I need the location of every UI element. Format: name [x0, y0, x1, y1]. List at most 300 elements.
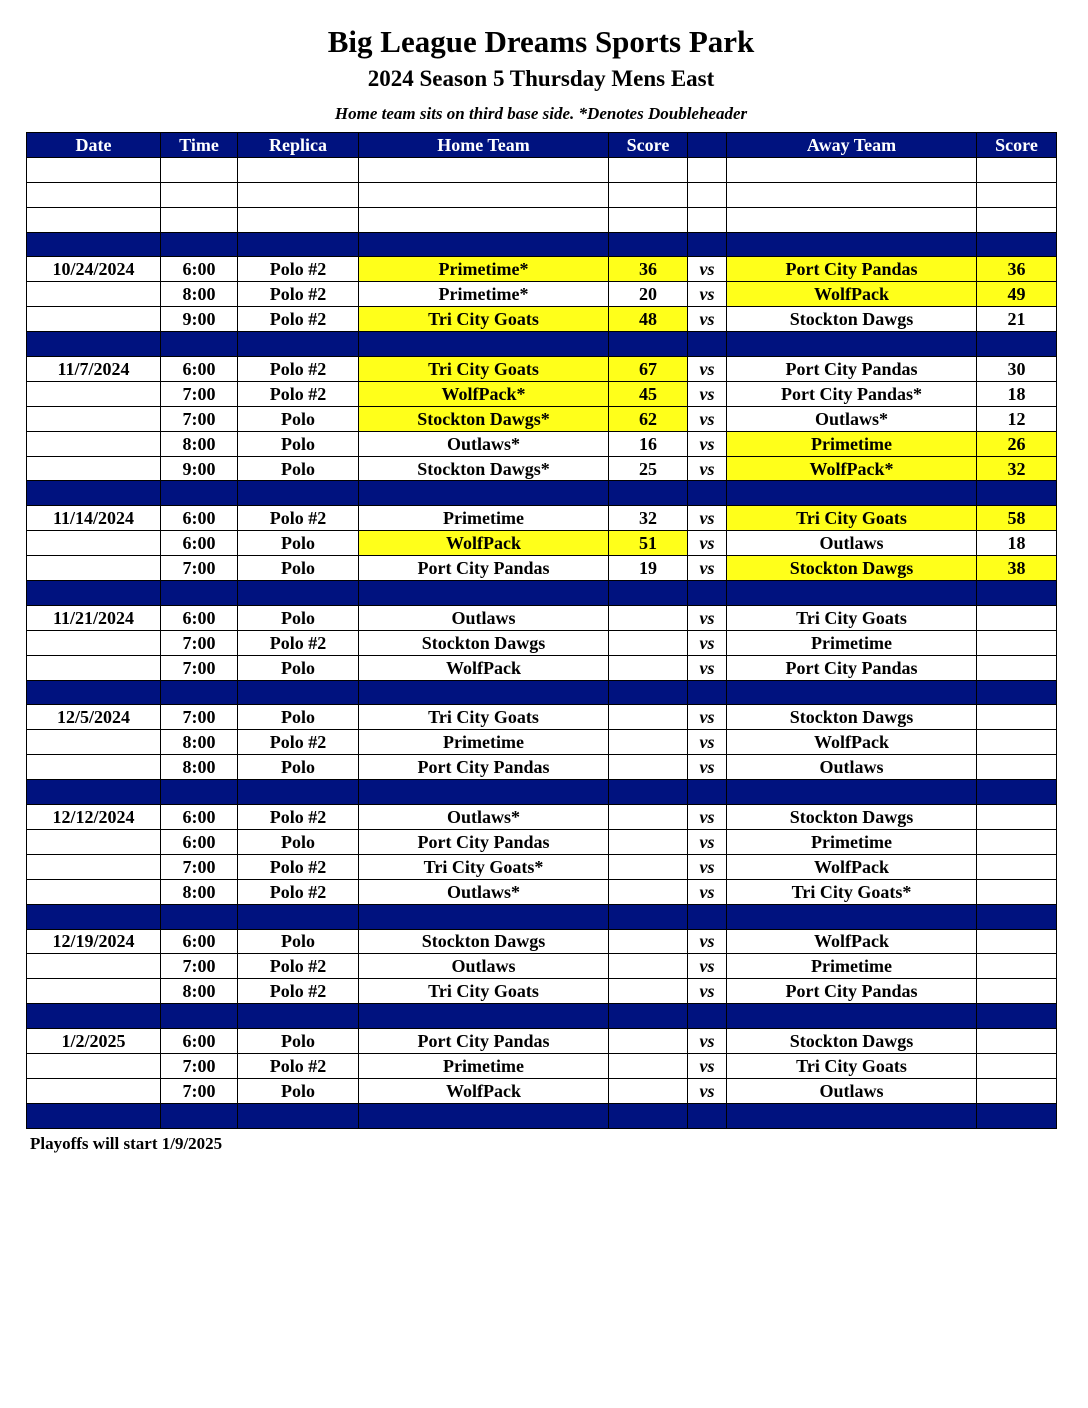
header-row [27, 133, 1057, 158]
col-header-replica: Replica [238, 133, 359, 158]
date-cell [27, 406, 161, 431]
home-score-cell [609, 879, 688, 904]
col-header-vs [688, 133, 727, 158]
time-cell: 9:00 [161, 307, 238, 332]
time-cell [161, 680, 238, 705]
away-score-cell [977, 755, 1057, 780]
time-cell: 6:00 [161, 605, 238, 630]
away-score-cell [977, 879, 1057, 904]
vs-cell: vs [688, 730, 727, 755]
away-score-cell: 21 [977, 307, 1057, 332]
away-team-cell: Port City Pandas [727, 357, 977, 382]
week-separator-row [27, 332, 1057, 357]
time-cell [161, 157, 238, 182]
time-cell: 7:00 [161, 556, 238, 581]
vs-cell: vs [688, 307, 727, 332]
replica-cell: Polo #2 [238, 730, 359, 755]
away-score-cell [977, 1078, 1057, 1103]
replica-cell [238, 157, 359, 182]
vs-cell [688, 1103, 727, 1128]
replica-cell: Polo [238, 755, 359, 780]
away-score-cell [977, 680, 1057, 705]
home-score-cell [609, 680, 688, 705]
replica-cell [238, 1004, 359, 1029]
away-team-cell: Stockton Dawgs [727, 805, 977, 830]
away-team-cell [727, 1103, 977, 1128]
away-team-cell: Port City Pandas [727, 257, 977, 282]
time-cell: 6:00 [161, 357, 238, 382]
away-team-cell: Stockton Dawgs [727, 307, 977, 332]
away-score-cell [977, 481, 1057, 506]
home-team-cell [359, 481, 609, 506]
home-score-cell [609, 630, 688, 655]
away-team-cell: Tri City Goats [727, 506, 977, 531]
time-cell [161, 207, 238, 232]
away-score-cell [977, 182, 1057, 207]
away-team-cell [727, 1004, 977, 1029]
replica-cell: Polo #2 [238, 879, 359, 904]
vs-cell: vs [688, 456, 727, 481]
away-team-cell [727, 680, 977, 705]
time-cell [161, 780, 238, 805]
home-team-cell: Tri City Goats* [359, 854, 609, 879]
home-team-cell: Port City Pandas [359, 1029, 609, 1054]
home-score-cell [609, 1029, 688, 1054]
home-team-cell: Stockton Dawgs [359, 630, 609, 655]
date-cell [27, 780, 161, 805]
time-cell: 8:00 [161, 879, 238, 904]
away-team-cell: Outlaws [727, 531, 977, 556]
away-score-cell: 49 [977, 282, 1057, 307]
playoffs-note: Playoffs will start 1/9/2025 [30, 1134, 223, 1153]
time-cell: 7:00 [161, 1053, 238, 1078]
date-cell: 12/5/2024 [27, 705, 161, 730]
replica-cell: Polo #2 [238, 630, 359, 655]
home-score-cell: 20 [609, 282, 688, 307]
vs-cell: vs [688, 531, 727, 556]
week-separator-row [27, 1004, 1057, 1029]
replica-cell: Polo #2 [238, 854, 359, 879]
home-team-cell [359, 182, 609, 207]
date-cell [27, 556, 161, 581]
replica-cell [238, 1103, 359, 1128]
replica-cell [238, 780, 359, 805]
away-team-cell: WolfPack [727, 929, 977, 954]
home-team-cell: Primetime* [359, 257, 609, 282]
away-score-cell: 32 [977, 456, 1057, 481]
away-score-cell [977, 979, 1057, 1004]
away-team-cell [727, 481, 977, 506]
vs-cell [688, 1004, 727, 1029]
home-team-cell: Stockton Dawgs* [359, 456, 609, 481]
game-row [27, 357, 1057, 382]
date-cell [27, 182, 161, 207]
away-team-cell: Outlaws* [727, 406, 977, 431]
away-team-cell: Primetime [727, 630, 977, 655]
vs-cell: vs [688, 605, 727, 630]
time-cell [161, 1103, 238, 1128]
game-row [27, 655, 1057, 680]
schedule-body [27, 157, 1057, 1128]
home-score-cell [609, 605, 688, 630]
date-cell [27, 481, 161, 506]
home-score-cell: 36 [609, 257, 688, 282]
col-header-away-team: Away Team [727, 133, 977, 158]
replica-cell: Polo #2 [238, 381, 359, 406]
home-score-cell [609, 207, 688, 232]
home-team-cell: Tri City Goats [359, 357, 609, 382]
away-score-cell [977, 954, 1057, 979]
away-team-cell: Port City Pandas [727, 979, 977, 1004]
vs-cell: vs [688, 1029, 727, 1054]
away-score-cell: 26 [977, 431, 1057, 456]
game-row [27, 282, 1057, 307]
week-separator-row [27, 481, 1057, 506]
replica-cell: Polo #2 [238, 357, 359, 382]
vs-cell [688, 680, 727, 705]
date-cell [27, 954, 161, 979]
home-team-cell: Outlaws* [359, 879, 609, 904]
vs-cell: vs [688, 805, 727, 830]
week-separator-row [27, 232, 1057, 257]
date-cell: 11/7/2024 [27, 357, 161, 382]
time-cell: 6:00 [161, 506, 238, 531]
away-team-cell: Primetime [727, 954, 977, 979]
away-team-cell: Primetime [727, 829, 977, 854]
home-team-cell: Outlaws* [359, 431, 609, 456]
date-cell [27, 879, 161, 904]
time-cell [161, 232, 238, 257]
home-score-cell: 25 [609, 456, 688, 481]
replica-cell [238, 207, 359, 232]
away-team-cell [727, 581, 977, 606]
time-cell [161, 332, 238, 357]
date-cell [27, 979, 161, 1004]
replica-cell: Polo [238, 605, 359, 630]
away-team-cell: Stockton Dawgs [727, 705, 977, 730]
date-cell [27, 531, 161, 556]
away-team-cell: Tri City Goats* [727, 879, 977, 904]
away-team-cell: Outlaws [727, 755, 977, 780]
away-team-cell [727, 332, 977, 357]
time-cell: 9:00 [161, 456, 238, 481]
vs-cell: vs [688, 705, 727, 730]
away-score-cell [977, 157, 1057, 182]
game-row [27, 755, 1057, 780]
home-team-cell [359, 157, 609, 182]
time-cell: 8:00 [161, 282, 238, 307]
vs-cell [688, 904, 727, 929]
replica-cell: Polo #2 [238, 506, 359, 531]
vs-cell [688, 481, 727, 506]
home-team-cell: Outlaws [359, 605, 609, 630]
home-team-cell: Tri City Goats [359, 705, 609, 730]
home-team-cell: WolfPack [359, 1078, 609, 1103]
home-score-cell [609, 979, 688, 1004]
vs-cell: vs [688, 1053, 727, 1078]
home-score-cell [609, 730, 688, 755]
vs-cell: vs [688, 406, 727, 431]
date-cell [27, 332, 161, 357]
date-cell [27, 431, 161, 456]
vs-cell: vs [688, 381, 727, 406]
home-score-cell: 67 [609, 357, 688, 382]
away-team-cell: Tri City Goats [727, 605, 977, 630]
col-header-date: Date [27, 133, 161, 158]
home-team-cell: Stockton Dawgs [359, 929, 609, 954]
away-team-cell: Outlaws [727, 1078, 977, 1103]
away-score-cell: 18 [977, 531, 1057, 556]
game-row [27, 979, 1057, 1004]
time-cell [161, 581, 238, 606]
blank-row [27, 157, 1057, 182]
away-score-cell [977, 332, 1057, 357]
game-row [27, 431, 1057, 456]
home-score-cell [609, 182, 688, 207]
replica-cell: Polo [238, 456, 359, 481]
date-cell: 10/24/2024 [27, 257, 161, 282]
replica-cell: Polo [238, 705, 359, 730]
home-score-cell: 32 [609, 506, 688, 531]
replica-cell [238, 680, 359, 705]
home-score-cell [609, 755, 688, 780]
time-cell: 6:00 [161, 805, 238, 830]
game-row [27, 406, 1057, 431]
game-row [27, 307, 1057, 332]
home-team-cell [359, 581, 609, 606]
home-team-cell: Tri City Goats [359, 307, 609, 332]
away-score-cell [977, 904, 1057, 929]
game-row [27, 929, 1057, 954]
game-row [27, 506, 1057, 531]
replica-cell: Polo [238, 929, 359, 954]
doubleheader-note: Home team sits on third base side. *Denotes Doubleheader [334, 104, 748, 123]
date-cell [27, 1053, 161, 1078]
home-score-cell [609, 780, 688, 805]
away-score-cell [977, 630, 1057, 655]
home-score-cell: 45 [609, 381, 688, 406]
page-title: Big League Dreams Sports Park [327, 24, 755, 59]
date-cell [27, 1103, 161, 1128]
away-team-cell [727, 904, 977, 929]
home-score-cell [609, 1078, 688, 1103]
home-score-cell [609, 829, 688, 854]
away-score-cell [977, 705, 1057, 730]
away-score-cell: 30 [977, 357, 1057, 382]
date-cell: 11/21/2024 [27, 605, 161, 630]
date-cell [27, 854, 161, 879]
vs-cell: vs [688, 282, 727, 307]
away-score-cell [977, 1004, 1057, 1029]
home-team-cell: WolfPack [359, 531, 609, 556]
date-cell [27, 1004, 161, 1029]
col-header-home-score: Score [609, 133, 688, 158]
game-row [27, 1053, 1057, 1078]
replica-cell: Polo [238, 556, 359, 581]
replica-cell: Polo #2 [238, 307, 359, 332]
away-team-cell: Port City Pandas [727, 655, 977, 680]
away-score-cell [977, 829, 1057, 854]
time-cell: 8:00 [161, 755, 238, 780]
away-score-cell [977, 605, 1057, 630]
game-row [27, 879, 1057, 904]
replica-cell: Polo [238, 1029, 359, 1054]
date-cell [27, 307, 161, 332]
time-cell [161, 481, 238, 506]
away-score-cell [977, 207, 1057, 232]
vs-cell: vs [688, 257, 727, 282]
home-team-cell: Primetime [359, 1053, 609, 1078]
vs-cell [688, 157, 727, 182]
vs-cell [688, 780, 727, 805]
date-cell [27, 829, 161, 854]
replica-cell [238, 332, 359, 357]
time-cell: 7:00 [161, 381, 238, 406]
replica-cell: Polo [238, 531, 359, 556]
away-score-cell: 58 [977, 506, 1057, 531]
replica-cell: Polo #2 [238, 282, 359, 307]
home-team-cell [359, 904, 609, 929]
home-team-cell: Port City Pandas [359, 556, 609, 581]
replica-cell: Polo #2 [238, 954, 359, 979]
vs-cell: vs [688, 431, 727, 456]
away-score-cell [977, 1029, 1057, 1054]
home-score-cell: 19 [609, 556, 688, 581]
home-score-cell: 48 [609, 307, 688, 332]
replica-cell: Polo [238, 829, 359, 854]
game-row [27, 556, 1057, 581]
away-team-cell: WolfPack [727, 730, 977, 755]
home-score-cell [609, 929, 688, 954]
home-team-cell [359, 1004, 609, 1029]
home-score-cell [609, 232, 688, 257]
date-cell [27, 1078, 161, 1103]
vs-cell: vs [688, 357, 727, 382]
home-team-cell [359, 1103, 609, 1128]
game-row [27, 1029, 1057, 1054]
home-team-cell [359, 232, 609, 257]
date-cell [27, 680, 161, 705]
date-cell: 12/19/2024 [27, 929, 161, 954]
away-score-cell [977, 655, 1057, 680]
home-score-cell: 51 [609, 531, 688, 556]
home-score-cell [609, 1103, 688, 1128]
time-cell: 6:00 [161, 257, 238, 282]
away-team-cell [727, 182, 977, 207]
replica-cell [238, 581, 359, 606]
vs-cell: vs [688, 755, 727, 780]
away-team-cell [727, 232, 977, 257]
away-score-cell: 18 [977, 381, 1057, 406]
vs-cell: vs [688, 556, 727, 581]
game-row [27, 605, 1057, 630]
time-cell: 7:00 [161, 655, 238, 680]
date-cell [27, 655, 161, 680]
vs-cell: vs [688, 854, 727, 879]
away-team-cell [727, 157, 977, 182]
date-cell [27, 282, 161, 307]
away-team-cell: Port City Pandas* [727, 381, 977, 406]
game-row [27, 705, 1057, 730]
home-score-cell [609, 954, 688, 979]
game-row [27, 954, 1057, 979]
home-team-cell: Port City Pandas [359, 755, 609, 780]
home-score-cell [609, 1053, 688, 1078]
time-cell: 7:00 [161, 406, 238, 431]
schedule-table [26, 132, 1057, 1129]
away-score-cell: 12 [977, 406, 1057, 431]
replica-cell: Polo [238, 431, 359, 456]
vs-cell: vs [688, 655, 727, 680]
col-header-time: Time [161, 133, 238, 158]
home-team-cell: WolfPack [359, 655, 609, 680]
game-row [27, 257, 1057, 282]
date-cell [27, 207, 161, 232]
home-team-cell: WolfPack* [359, 381, 609, 406]
away-score-cell [977, 929, 1057, 954]
away-team-cell: Stockton Dawgs [727, 556, 977, 581]
time-cell: 7:00 [161, 1078, 238, 1103]
vs-cell: vs [688, 979, 727, 1004]
away-team-cell: Primetime [727, 431, 977, 456]
date-cell [27, 755, 161, 780]
week-separator-row [27, 780, 1057, 805]
away-score-cell [977, 232, 1057, 257]
home-score-cell [609, 705, 688, 730]
time-cell [161, 904, 238, 929]
home-team-cell: Tri City Goats [359, 979, 609, 1004]
date-cell [27, 581, 161, 606]
home-score-cell [609, 157, 688, 182]
date-cell: 11/14/2024 [27, 506, 161, 531]
home-score-cell [609, 805, 688, 830]
home-team-cell [359, 680, 609, 705]
home-team-cell [359, 780, 609, 805]
replica-cell: Polo #2 [238, 979, 359, 1004]
away-team-cell: Stockton Dawgs [727, 1029, 977, 1054]
date-cell [27, 630, 161, 655]
date-cell: 1/2/2025 [27, 1029, 161, 1054]
game-row [27, 531, 1057, 556]
vs-cell: vs [688, 954, 727, 979]
date-cell [27, 157, 161, 182]
week-separator-row [27, 1103, 1057, 1128]
week-separator-row [27, 904, 1057, 929]
time-cell: 7:00 [161, 630, 238, 655]
week-separator-row [27, 680, 1057, 705]
game-row [27, 829, 1057, 854]
vs-cell [688, 232, 727, 257]
game-row [27, 854, 1057, 879]
home-team-cell: Stockton Dawgs* [359, 406, 609, 431]
col-header-away-score: Score [977, 133, 1057, 158]
home-score-cell [609, 904, 688, 929]
replica-cell: Polo [238, 655, 359, 680]
time-cell: 7:00 [161, 954, 238, 979]
away-score-cell: 38 [977, 556, 1057, 581]
col-header-home-team: Home Team [359, 133, 609, 158]
away-score-cell [977, 1053, 1057, 1078]
date-cell [27, 456, 161, 481]
game-row [27, 381, 1057, 406]
replica-cell: Polo [238, 1078, 359, 1103]
vs-cell: vs [688, 879, 727, 904]
blank-row [27, 207, 1057, 232]
replica-cell: Polo [238, 406, 359, 431]
replica-cell: Polo #2 [238, 805, 359, 830]
vs-cell: vs [688, 829, 727, 854]
away-team-cell: WolfPack* [727, 456, 977, 481]
